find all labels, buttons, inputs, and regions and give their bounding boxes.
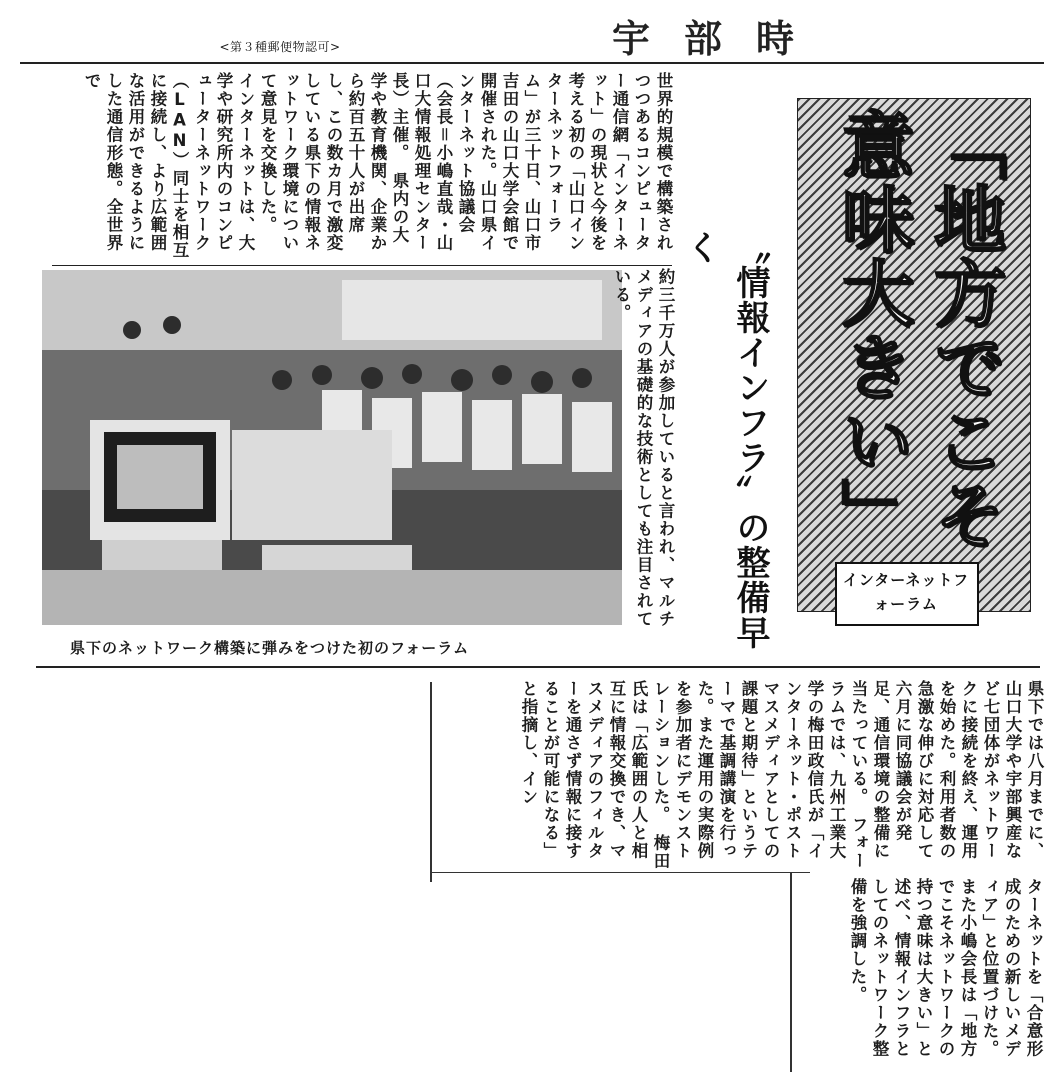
column-rule	[52, 265, 672, 266]
postal-permit-notice: <第３種郵便物認可>	[219, 40, 341, 54]
article-body-middle: 約三千万人が参加していると言われ、マルチメディアの基礎的な技術としても注目されている。	[612, 268, 675, 628]
article-body-lower: 県下では八月までに、山口大学や宇部興産など七団体がネットワークに接続を終え、運用を始めた。利用者数の急激な伸びに対応して六月に同協議会が発足、通信環境の整備に当たっている。 フォーラムでは、九州工業大学の梅田政信氏が「インターネット・ポストマスメディアとしての課題と期待」というテーマで基調講演を行った。また運用の実際例を参加者にデモンストレーションした。 梅田氏は「広範囲の人と相互に情報交換でき、マスメディアのフィルターを通さず情報に接することが可能になる」と指摘し、イン	[519, 680, 1044, 870]
newspaper-name: 宇部時	[612, 16, 829, 61]
photo-caption: 県下のネットワーク構築に弾みをつけた初のフォーラム	[70, 639, 470, 657]
subheadline: 〝情報インフラ〟の整備早く	[680, 230, 770, 650]
lower-right-rule	[790, 872, 792, 1072]
middle-rule	[36, 666, 1040, 668]
forum-photo	[42, 270, 622, 625]
main-headline: 「地方でこそ意味大きい」	[830, 108, 1006, 552]
article-body-end: ターネットを「合意形成のための新しいメディア」と位置づけた。また小嶋会長は「地方でこそネットワークの持つ意味は大きい」と述べ、情報インフラとしてのネットワーク整備を強調した。	[848, 878, 1043, 1058]
lower-divider-rule	[430, 872, 810, 873]
top-rule	[20, 62, 1044, 64]
lower-left-rule	[430, 682, 432, 882]
event-label: インターネットフォーラム	[842, 571, 970, 613]
article-body-top: 世界的規模で構築されつつあるコンピューター通信網「インターネット」の現状と今後を考える初の「山口インターネットフォーラム」が三十日、山口市吉田の山口大学会館で開催された。山口県インターネット協議会（会長＝小嶋直哉・山口大情報処理センター長）主催。 県内の大学や教育機関、企業から約百五十人が出席し、この数カ月で激変している県下の情報ネットワーク環境について意見を交換した。 インターネットは、大学や研究所内のコンピューターネットワーク（LAN）同士を相互に接続し、より広範囲な活用ができるようにした通信形態。全世界で	[82, 72, 673, 260]
photo-image	[42, 270, 622, 625]
